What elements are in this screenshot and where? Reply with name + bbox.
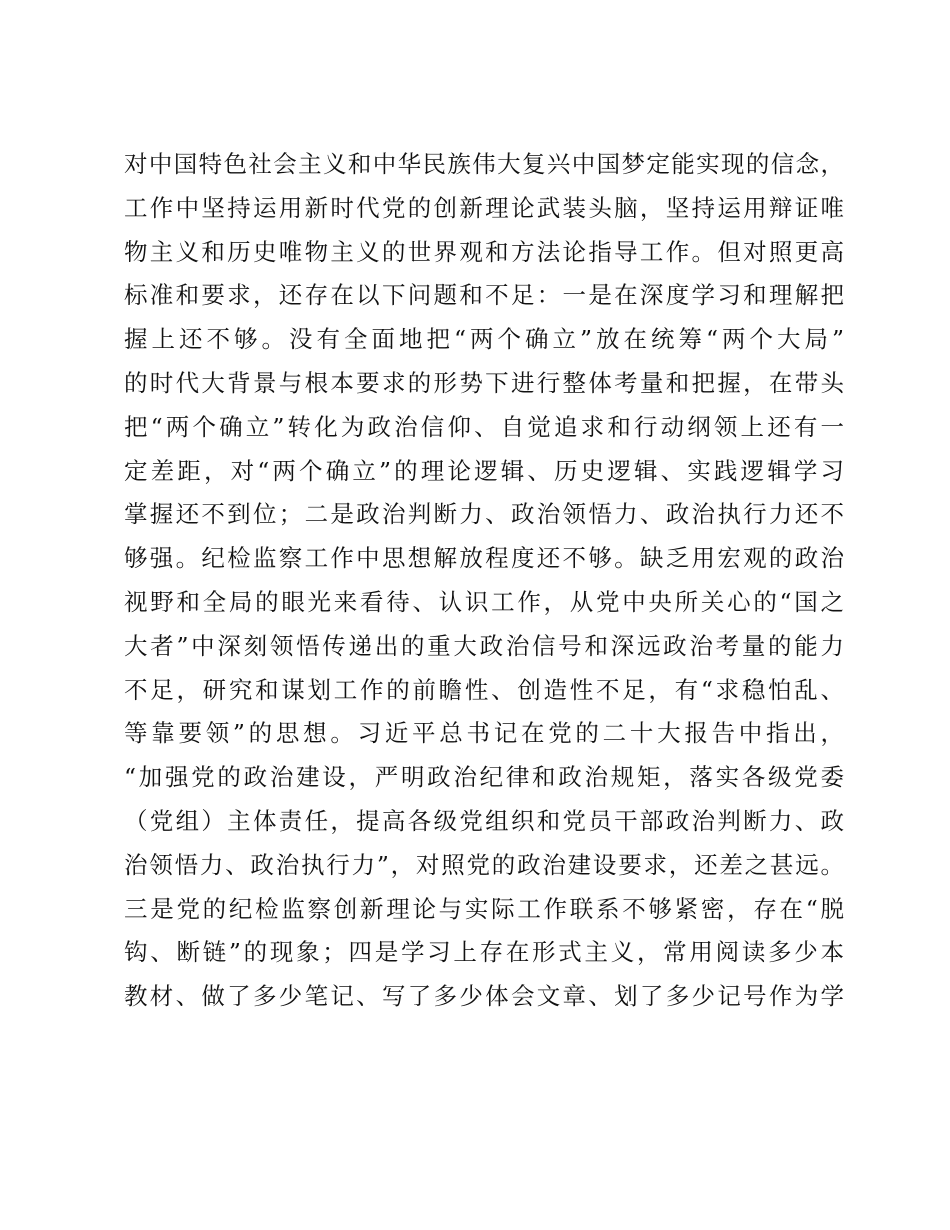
text-line: 工作中坚持运用新时代党的创新理论武装头脑，坚持运用辩证唯 (124, 193, 844, 222)
text-line: 标准和要求，还存在以下问题和不足：一是在深度学习和理解把 (124, 281, 844, 310)
text-line: 三是党的纪检监察创新理论与实际工作联系不够紧密，存在“脱 (124, 894, 844, 923)
text-line: 掌握还不到位；二是政治判断力、政治领悟力、政治执行力还不 (124, 500, 844, 529)
text-line: 大者”中深刻领悟传递出的重大政治信号和深远政治考量的能力 (124, 631, 844, 660)
text-line: 不足，研究和谋划工作的前瞻性、创造性不足，有“求稳怕乱、 (124, 675, 844, 704)
text-line: 握上还不够。没有全面地把“两个确立”放在统筹“两个大局” (124, 325, 844, 354)
text-line: 钩、断链”的现象；四是学习上存在形式主义，常用阅读多少本 (124, 938, 844, 967)
text-line: 视野和全局的眼光来看待、认识工作，从党中央所关心的“国之 (124, 587, 844, 616)
text-line: 治领悟力、政治执行力”，对照党的政治建设要求，还差之甚远。 (124, 850, 844, 879)
text-line: 够强。纪检监察工作中思想解放程度还不够。缺乏用宏观的政治 (124, 544, 844, 573)
text-line: “加强党的政治建设，严明政治纪律和政治规矩，落实各级党委 (124, 763, 844, 792)
text-line: 物主义和历史唯物主义的世界观和方法论指导工作。但对照更高 (124, 237, 844, 266)
text-line: 对中国特色社会主义和中华民族伟大复兴中国梦定能实现的信念， (124, 150, 844, 178)
body-text (124, 143, 844, 1019)
text-line: 等靠要领”的思想。习近平总书记在党的二十大报告中指出， (124, 719, 844, 748)
text-line: （党组）主体责任，提高各级党组织和党员干部政治判断力、政 (124, 806, 844, 835)
text-line: 教材、做了多少笔记、写了多少体会文章、划了多少记号作为学 (124, 982, 844, 1011)
text-line: 定差距，对“两个确立”的理论逻辑、历史逻辑、实践逻辑学习 (124, 456, 844, 485)
text-line: 把“两个确立”转化为政治信仰、自觉追求和行动纲领上还有一 (124, 412, 844, 441)
text-line: 的时代大背景与根本要求的形势下进行整体考量和把握，在带头 (124, 368, 844, 397)
